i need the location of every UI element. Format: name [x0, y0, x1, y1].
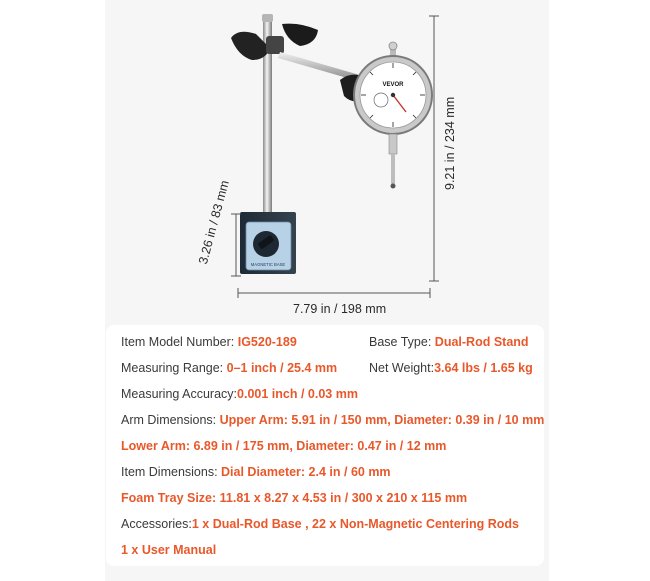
clamp — [266, 36, 284, 54]
spec-row-accessories — [121, 516, 519, 532]
spec-row-item-dimensions — [121, 464, 391, 480]
model-value: IG520-189 — [237, 335, 297, 349]
lower-arm-value: Lower Arm: 6.89 in / 175 mm, Diameter: 0.47 in / 12 mm — [121, 439, 447, 453]
spec-row-weight — [369, 360, 533, 376]
range-value: 0–1 inch / 25.4 mm — [226, 361, 338, 375]
spec-row-arm — [121, 412, 544, 428]
dial-brand: VEVOR — [382, 82, 404, 88]
dial-contact-point — [391, 184, 396, 189]
dial-stem — [389, 134, 397, 154]
spec-row-manual — [121, 542, 216, 558]
base-type-label: Base Type: — [369, 335, 435, 349]
accuracy-label: Measuring Accuracy: — [121, 387, 238, 401]
foam-label: Foam Tray Size: — [121, 491, 220, 505]
arm-value: Upper Arm: 5.91 in / 150 mm, Diameter: 0.39 in / 10 mm — [219, 413, 545, 427]
spec-row-base-type — [369, 334, 529, 350]
dial-top-cap — [389, 42, 397, 50]
range-label: Measuring Range: — [121, 361, 227, 375]
foam-value: 11.81 x 8.27 x 4.53 in / 300 x 210 x 115 mm — [219, 491, 468, 505]
accuracy-value: 0.001 inch / 0.03 mm — [237, 387, 358, 401]
accessories-value: 1 x Dual-Rod Base , 22 x Non-Magnetic Centering Rods — [191, 517, 520, 531]
base-label: MAGNETIC BASE — [250, 262, 286, 267]
lock-knob-top — [282, 24, 318, 46]
model-label: Item Model Number: — [121, 335, 238, 349]
item-dim-label: Item Dimensions: — [121, 465, 222, 479]
base-height-dimension-label: 3.26 in / 83 mm — [196, 178, 232, 266]
height-dimension-label: 9.21 in / 234 mm — [443, 96, 457, 190]
arm-label: Arm Dimensions: — [121, 413, 220, 427]
width-dimension-label: 7.79 in / 198 mm — [293, 302, 387, 316]
rod-cap — [262, 14, 273, 22]
dial-spindle — [391, 154, 395, 184]
spec-row-accuracy — [121, 386, 358, 402]
base-type-value: Dual-Rod Stand — [434, 335, 529, 349]
weight-label: Net Weight: — [369, 361, 435, 375]
weight-value: 3.64 lbs / 1.65 kg — [434, 361, 533, 375]
spec-row-range — [121, 360, 337, 376]
spec-row-lower-arm — [121, 438, 446, 454]
accessories-label: Accessories: — [121, 517, 192, 531]
spec-row-foam-tray — [121, 490, 467, 506]
manual-value: 1 x User Manual — [121, 543, 217, 557]
dial-center — [391, 93, 395, 97]
spec-row-model — [121, 334, 297, 350]
item-dim-value: Dial Diameter: 2.4 in / 60 mm — [221, 465, 391, 479]
